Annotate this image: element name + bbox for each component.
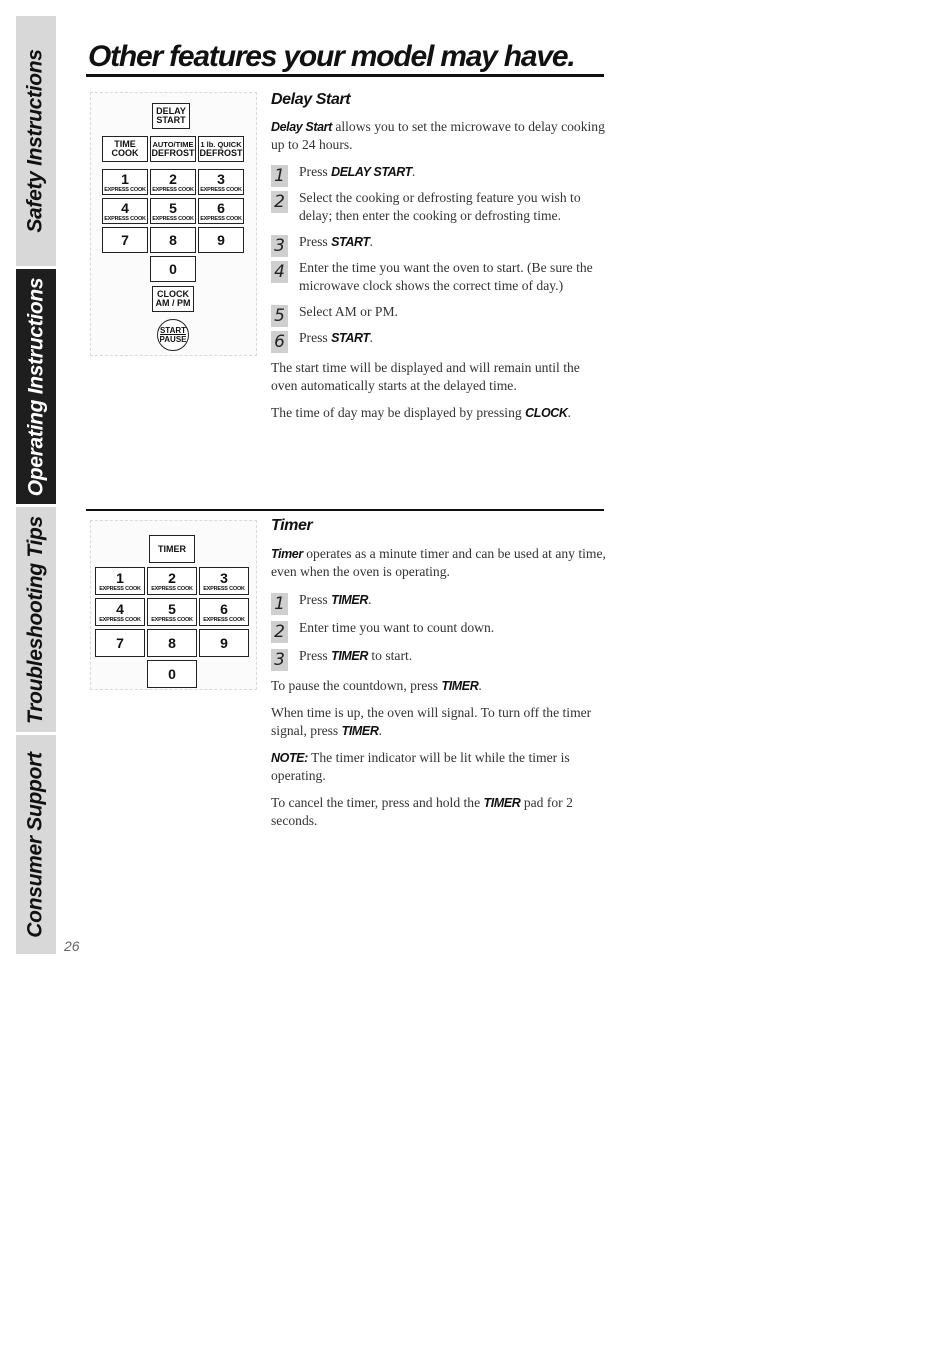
digit-4-key: 4 EXPRESS COOK: [95, 598, 145, 626]
tab-safety-instructions[interactable]: [16, 16, 56, 266]
timer-step-2: 2 Enter time you want to count down.: [271, 619, 606, 637]
step-number: 1: [271, 593, 288, 615]
digit-0-key: 0: [150, 256, 196, 282]
step-number: 4: [271, 261, 288, 283]
step-number: 1: [271, 165, 288, 187]
digit-1-key: 1 EXPRESS COOK: [95, 567, 145, 595]
tab-label: Troubleshooting Tips: [24, 515, 48, 724]
digit-7-key: 7: [95, 629, 145, 657]
digit-7-key: 7: [102, 227, 148, 253]
delay-start-key: DELAY START: [152, 103, 190, 129]
digit-2-key: 2 EXPRESS COOK: [150, 169, 196, 195]
step-number: 3: [271, 649, 288, 671]
tab-label: Operating Instructions: [24, 277, 47, 496]
tab-consumer-support[interactable]: [16, 735, 56, 954]
step-number: 3: [271, 235, 288, 257]
delay-step-6: 6 Press START.: [271, 329, 606, 347]
delay-start-section: [271, 91, 606, 422]
timer-note: NOTE: The timer indicator will be lit while the timer is operating.: [271, 750, 570, 783]
clock-am-pm-key: CLOCK AM / PM: [152, 286, 194, 312]
delay-start-heading: Delay Start: [271, 91, 351, 108]
timer-pause-text: To pause the countdown, press TIMER.: [271, 678, 482, 693]
digit-6-key: 6 EXPRESS COOK: [198, 198, 244, 224]
section-tabs: [16, 16, 56, 954]
delay-start-intro: Delay Start allows you to set the microwave to delay cooking up to 24 hours.: [271, 119, 605, 152]
digit-4-key: 4 EXPRESS COOK: [102, 198, 148, 224]
digit-8-key: 8: [150, 227, 196, 253]
title-rule: [86, 74, 604, 77]
page-number: 26: [64, 938, 80, 954]
timer-key: TIMER: [149, 535, 195, 563]
delay-step-2: 2 Select the cooking or defrosting feature you wish to delay; then enter the cooking or defrosting time.: [271, 189, 606, 225]
timer-section: [271, 517, 606, 830]
step-number: 6: [271, 331, 288, 353]
timer-step-3: 3 Press TIMER to start.: [271, 647, 606, 665]
delay-step-5: 5 Select AM or PM.: [271, 303, 606, 321]
timer-signal-text: When time is up, the oven will signal. To turn off the timer signal, press TIMER.: [271, 705, 592, 738]
digit-9-key: 9: [199, 629, 249, 657]
digit-0-key: 0: [147, 660, 197, 688]
step-number: 5: [271, 305, 288, 327]
timer-cancel-text: To cancel the timer, press and hold the TIMER pad for 2 seconds.: [271, 795, 573, 828]
delay-step-1: 1 Press DELAY START.: [271, 163, 606, 181]
delay-start-keypad-illustration: [90, 92, 257, 356]
digit-6-key: 6 EXPRESS COOK: [199, 598, 249, 626]
digit-3-key: 3 EXPRESS COOK: [199, 567, 249, 595]
tab-operating-instructions[interactable]: [16, 269, 56, 504]
digit-5-key: 5 EXPRESS COOK: [150, 198, 196, 224]
digit-5-key: 5 EXPRESS COOK: [147, 598, 197, 626]
digit-1-key: 1 EXPRESS COOK: [102, 169, 148, 195]
tab-label: Consumer Support: [24, 751, 47, 938]
digit-3-key: 3 EXPRESS COOK: [198, 169, 244, 195]
section-rule: [86, 509, 604, 511]
step-number: 2: [271, 621, 288, 643]
step-number: 2: [271, 191, 288, 213]
timer-keypad-illustration: [90, 520, 257, 690]
delay-start-note-2: The time of day may be displayed by pressing CLOCK.: [271, 405, 571, 420]
tab-troubleshooting-tips[interactable]: [16, 507, 56, 732]
timer-step-1: 1 Press TIMER.: [271, 591, 606, 609]
start-pause-key: START PAUSE: [157, 319, 189, 351]
delay-start-note-1: The start time will be displayed and will remain until the oven automatically starts at the delayed time.: [271, 360, 580, 393]
time-cook-key: TIME COOK: [102, 136, 148, 162]
digit-2-key: 2 EXPRESS COOK: [147, 567, 197, 595]
timer-intro: Timer operates as a minute timer and can be used at any time, even when the oven is operating.: [271, 546, 606, 579]
delay-step-4: 4 Enter the time you want the oven to start. (Be sure the microwave clock shows the correct time of day.): [271, 259, 606, 295]
tab-label: Safety Instructions: [24, 49, 47, 233]
digit-9-key: 9: [198, 227, 244, 253]
digit-8-key: 8: [147, 629, 197, 657]
quick-defrost-key: 1 lb. QUICK DEFROST: [198, 136, 244, 162]
page-title: Other features your model may have.: [88, 40, 575, 73]
delay-step-3: 3 Press START.: [271, 233, 606, 251]
auto-time-defrost-key: AUTO/TIME DEFROST: [150, 136, 196, 162]
timer-heading: Timer: [271, 517, 313, 534]
